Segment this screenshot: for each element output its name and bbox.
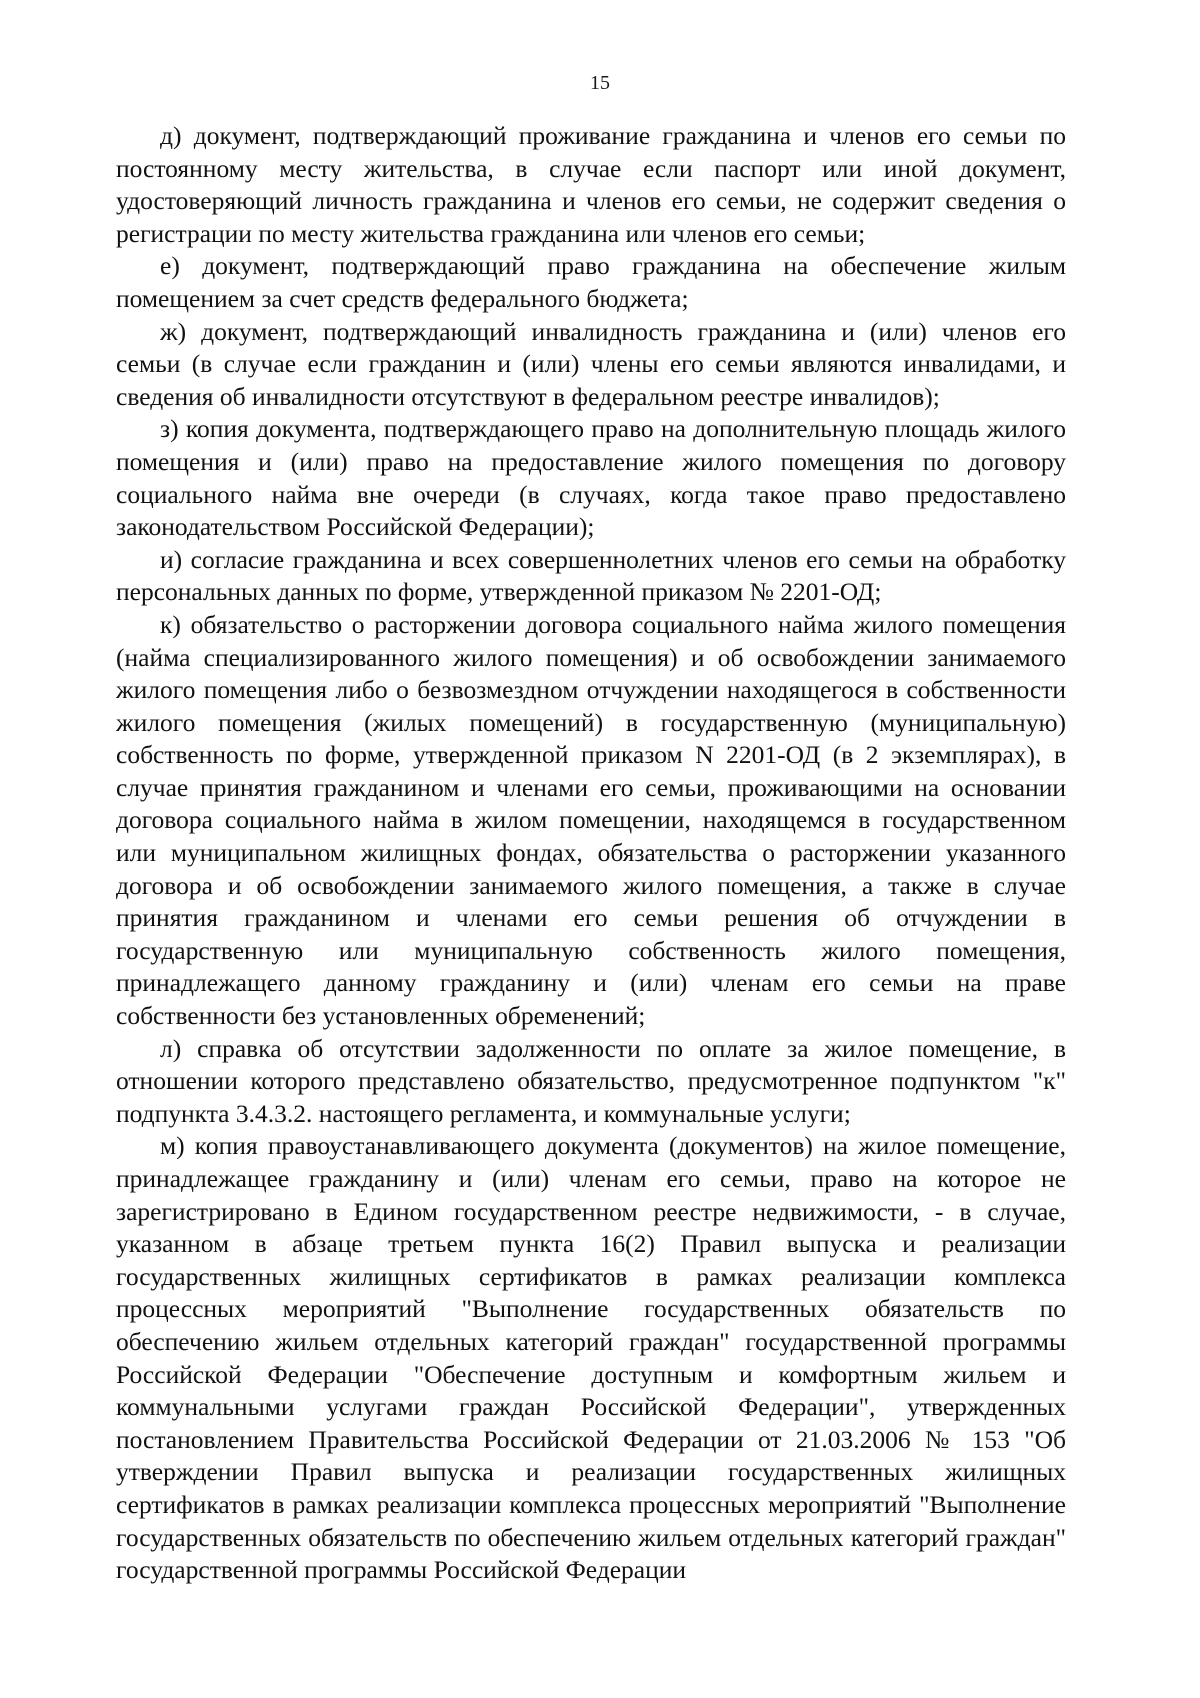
page-number: 15 <box>590 72 610 94</box>
paragraph-i: и) согласие гражданина и всех совершеннолетних членов его семьи на обработку персональных данных по форме, утвержденной приказом № 2201-ОД; <box>116 544 1066 607</box>
paragraph-d: д) документ, подтверждающий проживание гражданина и членов его семьи по постоянному месту жительства, в случае если паспорт или иной документ, удостоверяющий личность гражданина и членов его семьи, не содержит сведения о регистрации по месту жительства гражданина или членов его семьи; <box>116 121 1066 248</box>
document-body <box>116 120 1066 1587</box>
paragraph-m: м) копия правоустанавливающего документа (документов) на жилое помещение, принадлежащее гражданину и (или) членам его семьи, право на которое не зарегистрировано в Едином государственном реестре недвижимости, - в случае, указанном в абзаце третьем пункта 16(2) Правил выпуска и реализации государственных жилищных сертификатов в рамках реализации комплекса процессных мероприятий "Выполнение государственных обязательств по обеспечению жильем отдельных категорий граждан" государственной программы Российской Федерации "Обеспечение доступным и комфортным жильем и коммунальными услугами граждан Российской Федерации", утвержденных постановлением Правительства Российской Федерации от 21.03.2006 № 153 "Об утверждении Правил выпуска и реализации государственных жилищных сертификатов в рамках реализации комплекса процессных мероприятий "Выполнение государственных обязательств по обеспечению жильем отдельных категорий граждан" государственной программы Российской Федерации <box>116 1131 1066 1585</box>
paragraph-l: л) справка об отсутствии задолженности по оплате за жилое помещение, в отношении которого представлено обязательство, предусмотренное подпунктом "к" подпункта 3.4.3.2. настоящего регламента, и коммунальные услуги; <box>116 1033 1066 1128</box>
paragraph-z: з) копия документа, подтверждающего право на дополнительную площадь жилого помещения и (или) право на предоставление жилого помещения по договору социального найма вне очереди (в случаях, когда такое право предоставлено законодательством Российской Федерации); <box>116 414 1066 542</box>
paragraph-k: к) обязательство о расторжении договора социального найма жилого помещения (найма специализированного жилого помещения) и об освобождении занимаемого жилого помещения либо о безвозмездном отчуждении находящегося в собственности жилого помещения (жилых помещений) в государственную (муниципальную) собственность по форме, утвержденной приказом N 2201-ОД (в 2 экземплярах), в случае принятия гражданином и членами его семьи, проживающими на основании договора социального найма в жилом помещении, находящемся в государственном или муниципальном жилищных фондах, обязательства о расторжении указанного договора и об освобождении занимаемого жилого помещения, а также в случае принятия гражданином и членами его семьи решения об отчуждении в государственную или муниципальную собственность жилого помещения, принадлежащего данному гражданину и (или) членам его семьи на праве собственности без установленных обременений; <box>116 609 1066 1031</box>
paragraph-e: е) документ, подтверждающий право гражданина на обеспечение жилым помещением за счет средств федерального бюджета; <box>116 251 1066 313</box>
paragraph-zh: ж) документ, подтверждающий инвалидность гражданина и (или) членов его семьи (в случае если гражданин и (или) члены его семьи являются инвалидами, и сведения об инвалидности отсутствуют в федеральном реестре инвалидов); <box>116 316 1066 411</box>
